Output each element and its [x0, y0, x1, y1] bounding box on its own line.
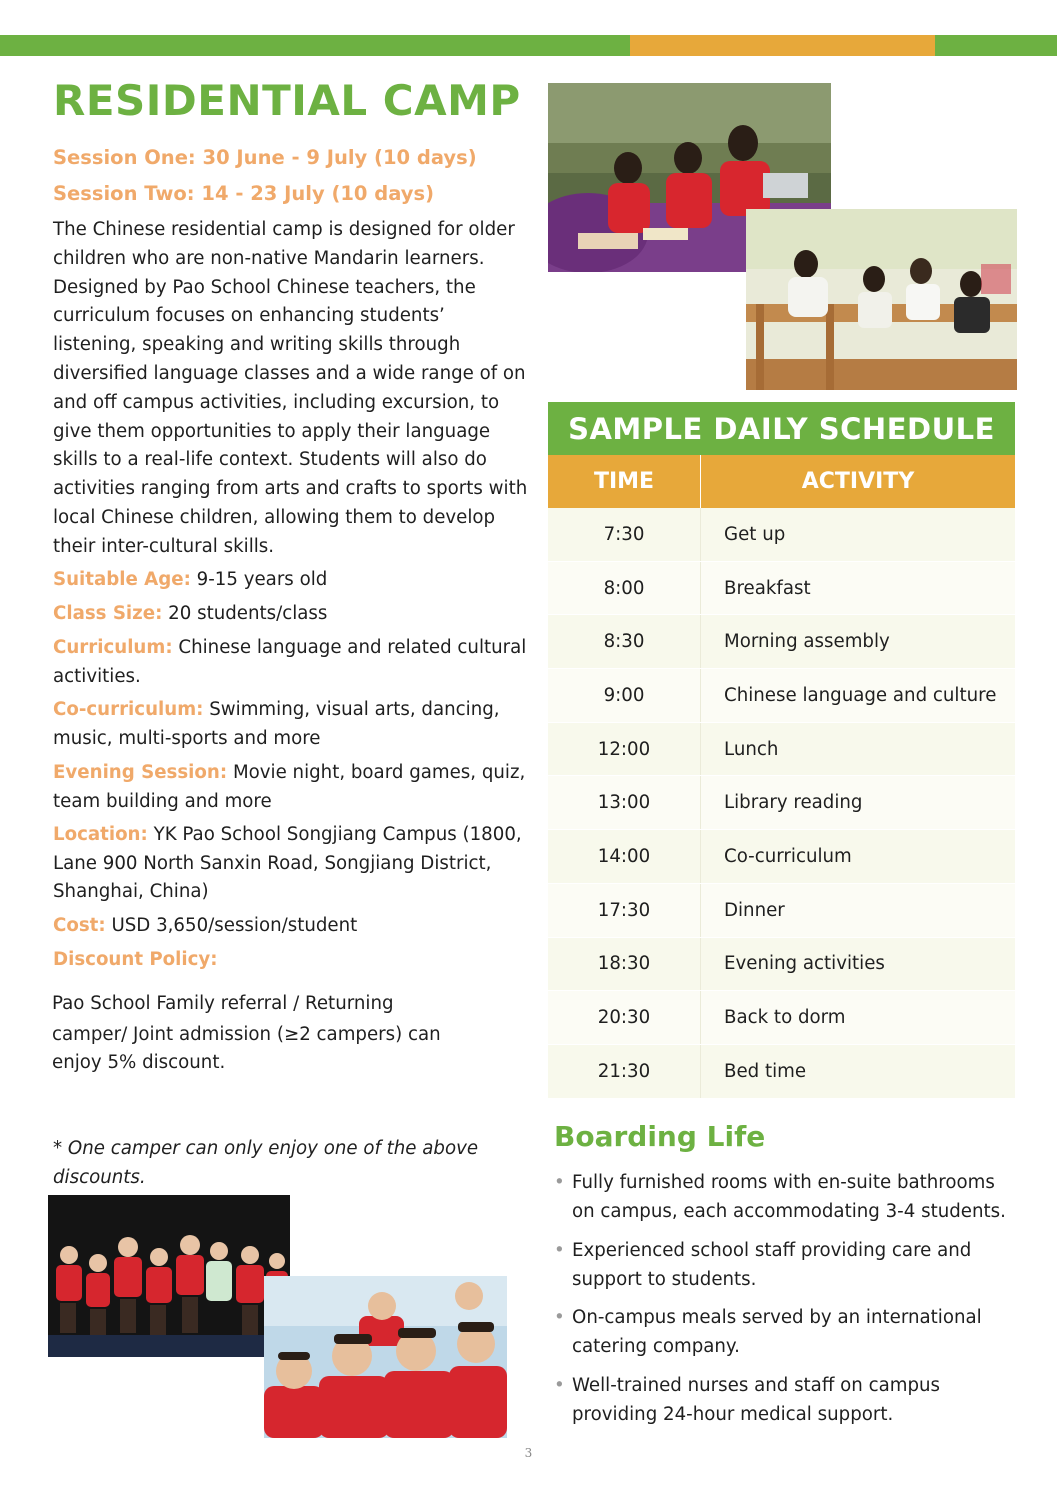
detail-discount-policy: Discount Policy:: [53, 949, 218, 970]
schedule-header-row: [548, 455, 1015, 508]
table-row: 17:30 Dinner: [548, 884, 1015, 938]
detail-cost: Cost: USD 3,650/session/student: [53, 915, 358, 936]
detail-suitable-age: Suitable Age: 9-15 years old: [53, 569, 328, 590]
table-row: 14:00 Co-curriculum: [548, 830, 1015, 884]
bullet-icon: •: [554, 1172, 565, 1193]
list-item: • Experienced school staff providing care and support to students.: [554, 1236, 1014, 1294]
bullet-icon: •: [554, 1307, 565, 1328]
detail-evening-session: Evening Session: Movie night, board games, quiz, team building and more: [53, 762, 526, 812]
sample-daily-schedule: [548, 402, 1015, 1099]
page-number: 3: [524, 1446, 533, 1460]
intro-paragraph: The Chinese residential camp is designed for older children who are non-native Mandarin learners. Designed by Pao School Chinese teachers, the curriculum focuses on enhancing students’ listening, speaking and writing skills through diversified language classes and a wide range of on and off campus activities, including excursion, to give them opportunities to apply their language skills to a real-life context. Students will also do activities ranging from arts and crafts to sports with local Chinese children, allowing them to develop their inter-cultural skills.: [53, 219, 528, 557]
detail-co-curriculum: Co-curriculum: Swimming, visual arts, dancing, music, multi-sports and more: [53, 699, 500, 749]
photo-stage-performance: [48, 1195, 290, 1357]
table-row: 18:30 Evening activities: [548, 938, 1015, 992]
discount-footnote: * One camper can only enjoy one of the above discounts.: [53, 1138, 479, 1188]
session-one: Session One: 30 June - 9 July (10 days): [53, 146, 477, 169]
photo-choir-singing: [264, 1276, 507, 1438]
session-two: Session Two: 14 - 23 July (10 days): [53, 182, 435, 205]
table-row: 20:30 Back to dorm: [548, 991, 1015, 1045]
table-row: 13:00 Library reading: [548, 776, 1015, 830]
top-color-bar: [0, 35, 1057, 56]
table-row: 9:00 Chinese language and culture: [548, 669, 1015, 723]
detail-class-size: Class Size: 20 students/class: [53, 603, 328, 624]
table-row: 12:00 Lunch: [548, 723, 1015, 777]
bullet-icon: •: [554, 1374, 565, 1396]
bullet-icon: •: [554, 1239, 565, 1261]
table-row: 8:00 Breakfast: [548, 562, 1015, 616]
list-item: • Fully furnished rooms with en-suite bathrooms on campus, each accommodating 3-4 students.: [554, 1168, 1014, 1226]
detail-location: Location: YK Pao School Songjiang Campus (1800, Lane 900 North Sanxin Road, Songjiang District, Shanghai, China): [53, 824, 522, 903]
boarding-life-title: Boarding Life: [554, 1120, 766, 1153]
table-row: 8:30 Morning assembly: [548, 615, 1015, 669]
list-item: • Well-trained nurses and staff on campus providing 24-hour medical support.: [554, 1371, 1014, 1429]
schedule-col-time: TIME: [548, 455, 701, 508]
list-item: • On-campus meals served by an international catering company.: [554, 1303, 1014, 1361]
detail-curriculum: Curriculum: Chinese language and related cultural activities.: [53, 637, 527, 687]
page-title: RESIDENTIAL CAMP: [53, 76, 521, 125]
schedule-title: SAMPLE DAILY SCHEDULE: [548, 402, 1015, 455]
boarding-life-list: [554, 1168, 1014, 1438]
photo-dorm-room: [746, 209, 1017, 390]
table-row: 7:30 Get up: [548, 508, 1015, 562]
top-color-bar-accent: [630, 35, 935, 56]
schedule-col-activity: ACTIVITY: [801, 469, 915, 494]
table-row: 21:30 Bed time: [548, 1045, 1015, 1099]
discount-text: Pao School Family referral / Returning camper/ Joint admission (≥2 campers) can enjoy 5% discount.: [52, 993, 441, 1073]
